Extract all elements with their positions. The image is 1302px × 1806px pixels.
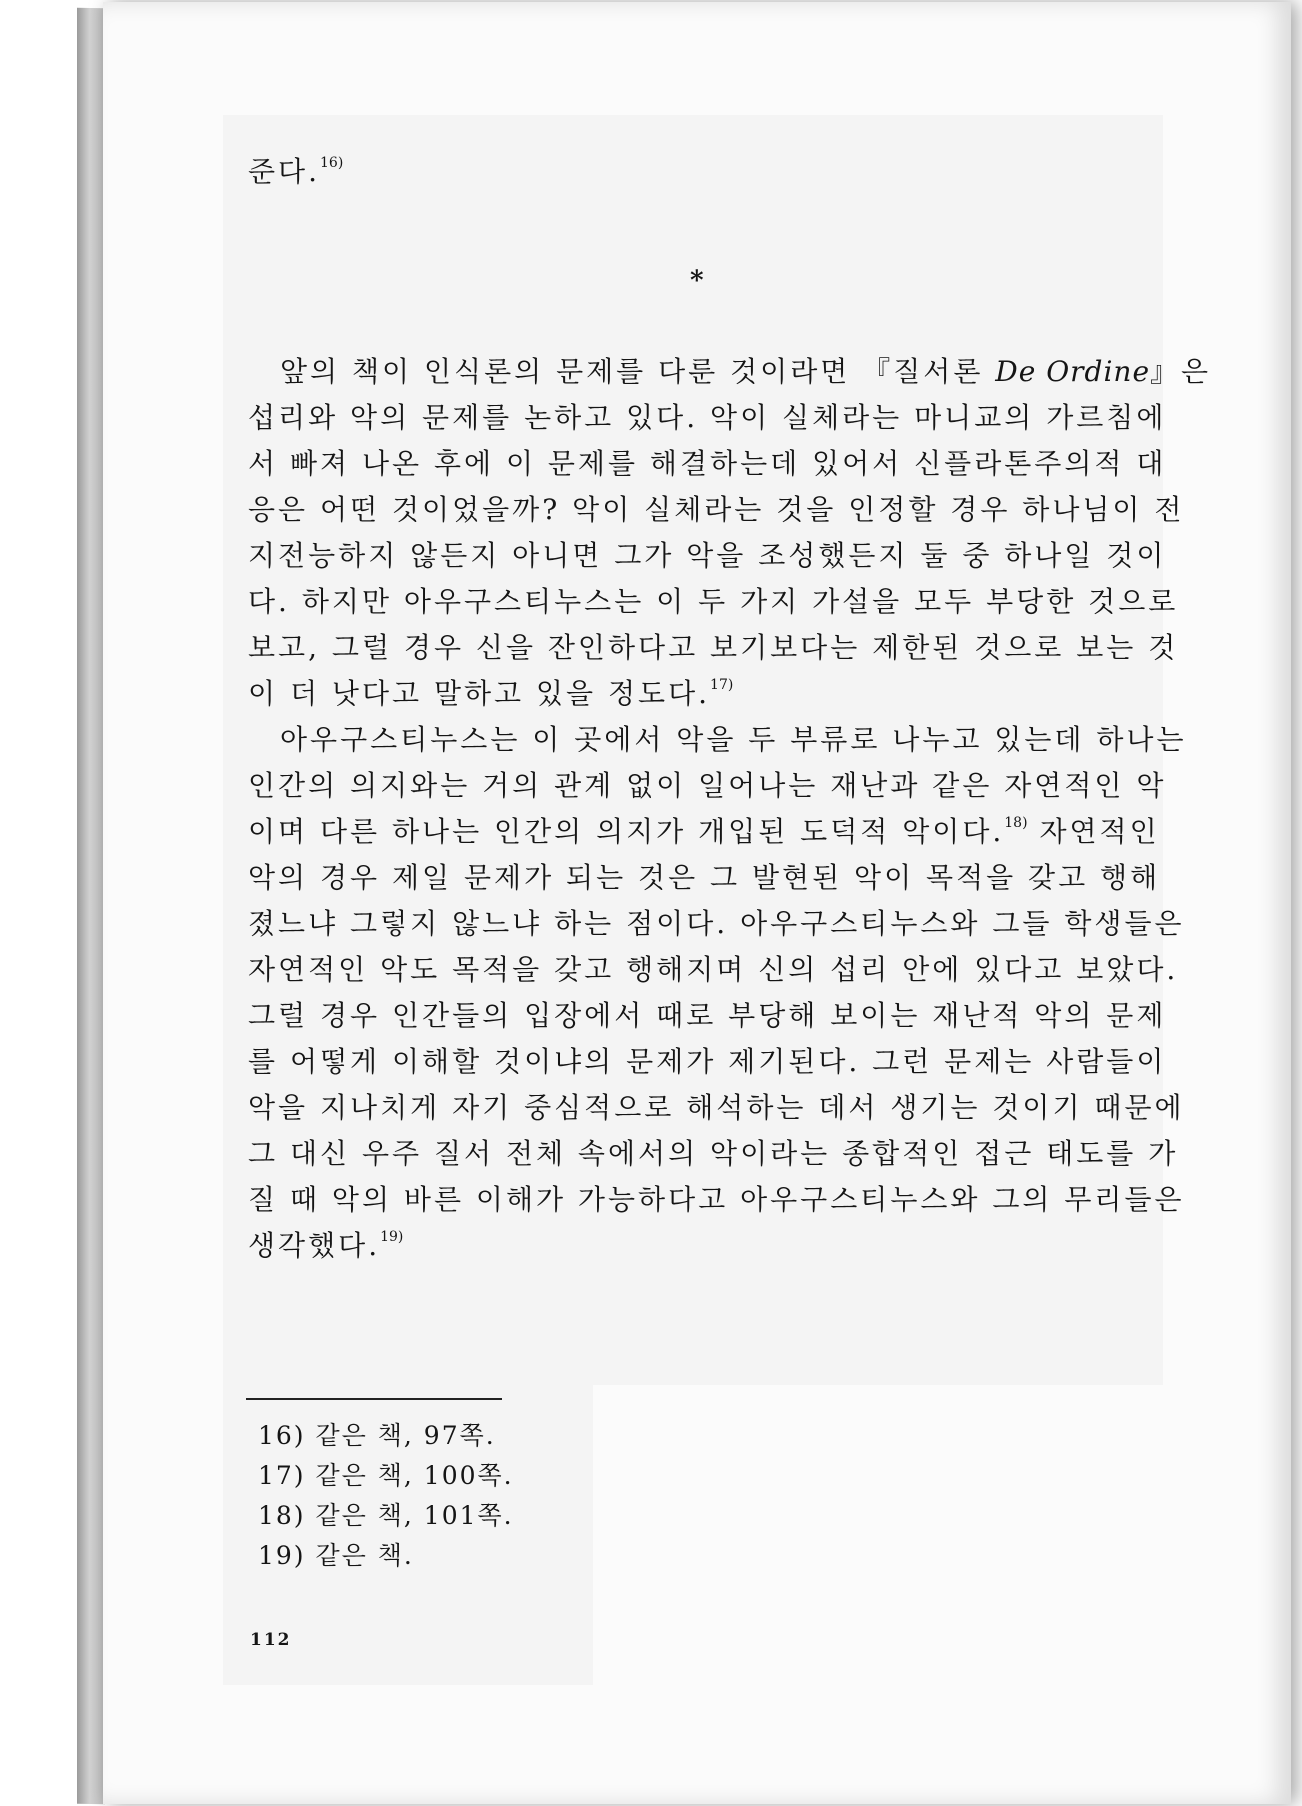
paragraph2-line3 — [248, 812, 1160, 852]
footnote-16: 16) 같은 책, 97쪽. — [258, 1421, 496, 1450]
text-run: 자연적인 — [1027, 815, 1160, 848]
paragraph1-line7: 보고, 그럴 경우 신을 잔인하다고 보기보다는 제한된 것으로 보는 것 — [248, 631, 1179, 664]
paragraph2-line2: 인간의 의지와는 거의 관계 없이 일어나는 재난과 같은 자연적인 악 — [248, 769, 1167, 802]
paragraph2-line11: 질 때 악의 바른 이해가 가능하다고 아우구스티누스와 그의 무리들은 — [248, 1183, 1185, 1216]
footnote-18: 18) 같은 책, 101쪽. — [258, 1501, 514, 1530]
paragraph1-line6: 다. 하지만 아우구스티누스는 이 두 가지 가설을 모두 부당한 것으로 — [248, 585, 1179, 618]
paragraph2-line4: 악의 경우 제일 문제가 되는 것은 그 발현된 악이 목적을 갖고 행해 — [248, 861, 1161, 894]
page-number: 112 — [250, 1630, 292, 1650]
text-run: 이 더 낫다고 말하고 있을 정도다. — [248, 677, 711, 710]
continuation-line — [248, 152, 343, 192]
footnote-17: 17) 같은 책, 100쪽. — [258, 1461, 514, 1490]
text-run: 앞의 책이 인식론의 문제를 다룬 것이라면 『질서론 — [280, 355, 984, 388]
paragraph2-line7: 그럴 경우 인간들의 입장에서 때로 부당해 보이는 재난적 악의 문제 — [248, 999, 1167, 1032]
paragraph2-line9: 악을 지나치게 자기 중심적으로 해석하는 데서 생기는 것이기 때문에 — [248, 1091, 1185, 1124]
paragraph2-line10: 그 대신 우주 질서 전체 속에서의 악이라는 종합적인 접근 태도를 가 — [248, 1137, 1179, 1170]
paragraph1-line1 — [280, 352, 1212, 392]
paragraph2-line12 — [248, 1226, 403, 1266]
footnote-19: 19) 같은 책. — [258, 1541, 414, 1570]
paragraph1-line5: 지전능하지 않든지 아니면 그가 악을 조성했든지 둘 중 하나일 것이 — [248, 539, 1167, 572]
footnote-ref: 18) — [1004, 815, 1028, 831]
paragraph1-line3: 서 빠져 나온 후에 이 문제를 해결하는데 있어서 신플라톤주의적 대 — [248, 447, 1167, 480]
footnote-ref: 16) — [320, 155, 344, 171]
footnote-rule — [246, 1398, 502, 1400]
text-run: 』은 — [1150, 355, 1212, 388]
continuation-text: 준다. — [248, 155, 320, 188]
paragraph2-line5: 졌느냐 그렇지 않느냐 하는 점이다. 아우구스티누스와 그들 학생들은 — [248, 907, 1185, 940]
text-run: 이며 다른 하나는 인간의 의지가 개입된 도덕적 악이다. — [248, 815, 1005, 848]
paragraph2-line6: 자연적인 악도 목적을 갖고 행해지며 신의 섭리 안에 있다고 보았다. — [248, 953, 1179, 986]
footnote-ref: 19) — [380, 1229, 404, 1245]
paragraph1-line8 — [248, 674, 733, 714]
paragraph1-line4: 응은 어떤 것이었을까? 악이 실체라는 것을 인정할 경우 하나님이 전 — [248, 493, 1185, 526]
paragraph1-line2: 섭리와 악의 문제를 논하고 있다. 악이 실체라는 마니교의 가르침에 — [248, 401, 1167, 434]
paragraph2-line1: 아우구스티누스는 이 곳에서 악을 두 부류로 나누고 있는데 하나는 — [280, 723, 1187, 756]
footnote-ref: 17) — [710, 677, 734, 693]
text-run: 생각했다. — [248, 1229, 381, 1262]
paragraph2-line8: 를 어떻게 이해할 것이냐의 문제가 제기된다. 그런 문제는 사람들이 — [248, 1045, 1167, 1078]
latin-title: De Ordine — [995, 355, 1151, 388]
book-spine — [77, 8, 105, 1805]
section-separator: * — [690, 266, 704, 296]
